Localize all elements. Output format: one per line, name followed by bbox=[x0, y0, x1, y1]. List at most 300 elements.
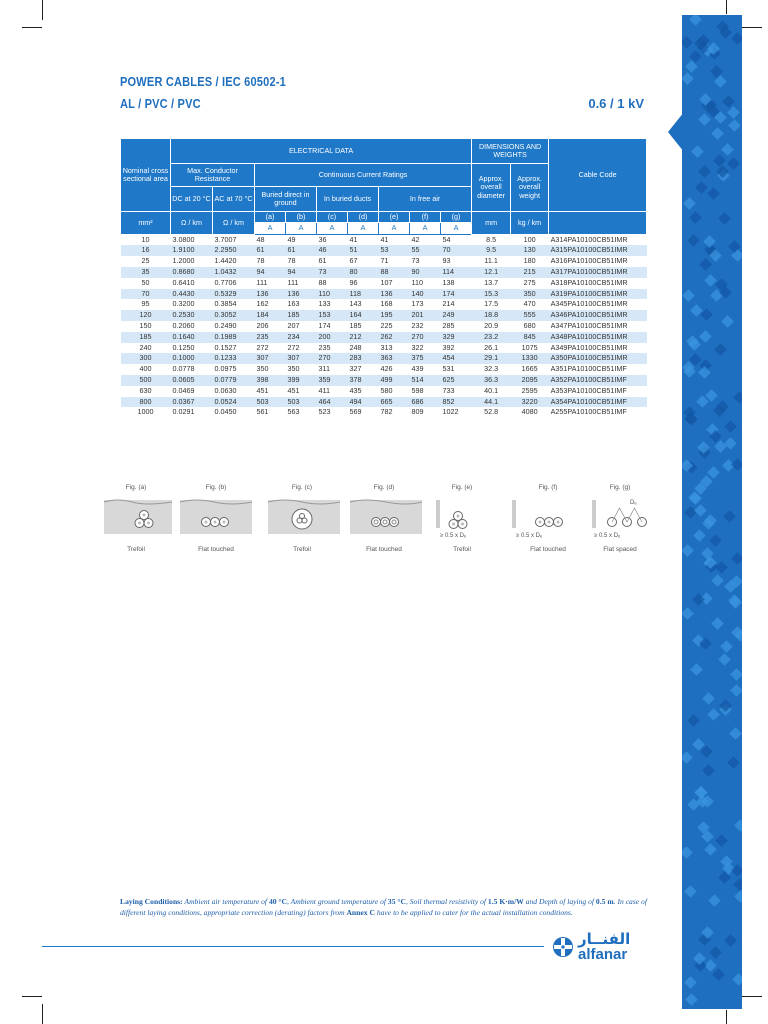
table-cell: 153 bbox=[317, 310, 348, 321]
decorative-tile bbox=[718, 212, 731, 225]
decorative-side-band bbox=[682, 15, 742, 1009]
table-cell: 686 bbox=[410, 397, 441, 408]
table-cell: 0.0524 bbox=[213, 397, 255, 408]
table-cell: 2.2950 bbox=[213, 245, 255, 256]
table-cell: 0.0450 bbox=[214, 407, 237, 417]
table-cell: A353PA10100CB51IMF bbox=[550, 385, 627, 395]
fig-ref-f: (f) bbox=[410, 212, 441, 223]
table-cell: 185 bbox=[349, 320, 362, 330]
decorative-tile bbox=[727, 106, 740, 119]
decorative-tile bbox=[731, 32, 742, 45]
figure-label: Fig. (a) bbox=[125, 484, 147, 491]
table-cell: 411 bbox=[318, 385, 330, 395]
table-cell: 240 bbox=[139, 342, 152, 352]
table-cell: 23.2 bbox=[472, 332, 511, 343]
crop-mark bbox=[726, 1010, 727, 1024]
figure-caption: Trefoil bbox=[453, 546, 471, 553]
table-cell: 272 bbox=[256, 342, 269, 352]
table-cell: 136 bbox=[255, 289, 286, 300]
decorative-tile bbox=[698, 165, 711, 178]
figure-g bbox=[582, 480, 658, 560]
table-cell: 110 bbox=[317, 289, 348, 300]
table-cell: 133 bbox=[318, 299, 331, 309]
decorative-tile bbox=[682, 72, 694, 85]
table-cell: 1.9100 bbox=[171, 245, 213, 256]
table-cell: 426 bbox=[380, 364, 393, 374]
table-cell: 215 bbox=[511, 267, 549, 278]
decorative-tile bbox=[730, 684, 742, 697]
table-cell: 232 bbox=[411, 320, 424, 330]
header-current-ratings: Continuous Current Ratings bbox=[255, 164, 472, 187]
figure-caption: Flat touched bbox=[530, 546, 566, 553]
trefoil-buried-diagram bbox=[98, 494, 174, 542]
decorative-tile bbox=[721, 143, 734, 156]
unit-mm: mm bbox=[472, 212, 511, 235]
table-cell: A316PA10100CB51IMR bbox=[550, 256, 628, 266]
table-row bbox=[121, 321, 647, 332]
table-cell: 214 bbox=[442, 299, 455, 309]
note-text: have to be applied to cater for the actual installation conditions. bbox=[374, 908, 573, 917]
table-cell: 55 bbox=[410, 245, 441, 256]
table-cell: 88 bbox=[318, 277, 327, 287]
voltage-rating: 0.6 / 1 kV bbox=[588, 96, 644, 111]
table-cell: 140 bbox=[410, 289, 441, 300]
table-cell: 71 bbox=[380, 256, 389, 266]
table-cell: 852 bbox=[441, 397, 472, 408]
header-free-air: In free air bbox=[379, 187, 472, 212]
table-row bbox=[121, 234, 647, 245]
table-cell: 42 bbox=[411, 234, 420, 244]
table-row bbox=[121, 343, 647, 354]
table-cell: 67 bbox=[349, 256, 358, 266]
decorative-tile bbox=[731, 552, 742, 565]
table-cell: 174 bbox=[441, 289, 472, 300]
table-cell: 0.0778 bbox=[172, 364, 195, 374]
table-cell: 503 bbox=[255, 397, 286, 408]
brand-name-latin: alfanar bbox=[578, 946, 628, 963]
table-cell: 70 bbox=[441, 245, 472, 256]
header-buried-ducts: In buried ducts bbox=[317, 187, 379, 212]
crop-mark bbox=[22, 27, 42, 28]
table-cell: 0.0367 bbox=[171, 397, 213, 408]
decorative-tile bbox=[721, 315, 734, 328]
table-cell: A346PA10100CB51IMR bbox=[549, 310, 647, 321]
decorative-tile bbox=[728, 119, 741, 132]
table-cell: 311 bbox=[318, 364, 330, 374]
table-cell: 0.6410 bbox=[172, 277, 195, 287]
table-cell: 1665 bbox=[521, 364, 538, 374]
fig-ref-g: (g) bbox=[441, 212, 472, 223]
unit-area: mm² bbox=[121, 212, 171, 235]
table-cell: 25 bbox=[141, 256, 150, 266]
laying-conditions-note bbox=[120, 896, 648, 918]
decorative-tile bbox=[724, 437, 737, 450]
table-cell: 800 bbox=[121, 397, 171, 408]
table-cell: 499 bbox=[379, 375, 410, 386]
table-cell: 54 bbox=[442, 234, 451, 244]
table-cell: 350 bbox=[511, 289, 549, 300]
table-cell: A314PA10100CB51IMR bbox=[550, 234, 628, 244]
table-cell: 73 bbox=[317, 267, 348, 278]
table-row bbox=[121, 278, 647, 289]
decorative-tile bbox=[729, 727, 742, 740]
table-cell: 163 bbox=[287, 299, 300, 309]
crop-mark bbox=[42, 0, 43, 20]
table-cell: 50 bbox=[141, 277, 150, 287]
unit-ohm-ac: Ω / km bbox=[213, 212, 255, 235]
table-cell: 598 bbox=[411, 385, 424, 395]
table-cell: 327 bbox=[349, 364, 362, 374]
table-cell: 180 bbox=[523, 256, 536, 266]
table-cell: 248 bbox=[349, 342, 362, 352]
table-cell: 1.2000 bbox=[172, 256, 195, 266]
table-row bbox=[121, 299, 647, 310]
decorative-tile bbox=[693, 529, 706, 542]
table-cell: 11.1 bbox=[484, 256, 498, 266]
fig-ref-c: (c) bbox=[317, 212, 348, 223]
table-cell: 809 bbox=[411, 407, 424, 417]
cable-spec-table bbox=[120, 138, 647, 418]
table-cell: 0.2060 bbox=[172, 320, 195, 330]
header-dimensions: DIMENSIONS AND WEIGHTS bbox=[472, 139, 549, 164]
figure-label: Fig. (g) bbox=[609, 484, 631, 491]
decorative-tile bbox=[704, 843, 717, 856]
table-cell: 53 bbox=[379, 245, 410, 256]
table-cell: 118 bbox=[348, 289, 379, 300]
header-electrical: ELECTRICAL DATA bbox=[171, 139, 472, 164]
table-cell: A349PA10100CB51IMR bbox=[550, 342, 628, 352]
table-cell: 48 bbox=[256, 234, 265, 244]
fig-ref-a: (a) bbox=[255, 212, 286, 223]
table-cell: 0.5329 bbox=[213, 289, 255, 300]
table-row bbox=[121, 364, 647, 375]
table-row bbox=[121, 397, 647, 408]
table-cell: 1.0432 bbox=[213, 267, 255, 278]
unit-amp: A bbox=[255, 223, 286, 234]
table-cell: 464 bbox=[317, 397, 348, 408]
table-cell: 561 bbox=[256, 407, 269, 417]
table-cell: 18.8 bbox=[472, 310, 511, 321]
flat-air-diagram bbox=[510, 494, 586, 542]
note-text: and Depth of laying of bbox=[523, 897, 596, 906]
table-cell: 184 bbox=[255, 310, 286, 321]
table-cell: 95 bbox=[141, 299, 150, 309]
figure-a bbox=[98, 480, 174, 560]
table-cell: 40.1 bbox=[484, 385, 499, 395]
table-cell: A319PA10100CB51IMR bbox=[549, 289, 647, 300]
spacing-label: ≥ 0.5 x Dₑ bbox=[440, 533, 467, 539]
table-row bbox=[121, 386, 647, 397]
decorative-tile bbox=[731, 458, 742, 471]
decorative-tile bbox=[707, 187, 720, 200]
figure-e bbox=[424, 480, 500, 560]
table-cell: 375 bbox=[410, 353, 441, 364]
table-row bbox=[121, 407, 647, 418]
table-cell: 36 bbox=[318, 234, 327, 244]
table-cell: 300 bbox=[121, 353, 171, 364]
table-cell: 20.9 bbox=[484, 320, 499, 330]
table-row bbox=[121, 256, 647, 267]
table-cell: 665 bbox=[379, 397, 410, 408]
table-cell: 350 bbox=[287, 364, 300, 374]
decorative-tile bbox=[715, 561, 728, 574]
decorative-tile bbox=[682, 846, 693, 859]
table-cell: 0.2530 bbox=[171, 310, 213, 321]
trefoil-air-diagram bbox=[424, 494, 500, 542]
decorative-tile bbox=[699, 330, 712, 343]
note-text: Ambient air temperature of bbox=[182, 897, 269, 906]
table-cell: 73 bbox=[411, 256, 420, 266]
decorative-tile bbox=[707, 708, 720, 721]
table-cell: 16 bbox=[121, 245, 171, 256]
table-cell: 3220 bbox=[511, 397, 549, 408]
table-cell: 0.0975 bbox=[214, 364, 237, 374]
decorative-tile bbox=[727, 157, 740, 170]
figure-d bbox=[346, 480, 422, 560]
table-cell: 94 bbox=[255, 267, 286, 278]
table-cell: 569 bbox=[349, 407, 362, 417]
table-cell: 41 bbox=[380, 234, 389, 244]
table-cell: 51 bbox=[348, 245, 379, 256]
table-cell: 136 bbox=[286, 289, 317, 300]
table-cell: 143 bbox=[349, 299, 362, 309]
table-cell: 212 bbox=[348, 332, 379, 343]
table-cell: 78 bbox=[287, 256, 296, 266]
table-cell: A348PA10100CB51IMR bbox=[549, 332, 647, 343]
table-cell: 1022 bbox=[442, 407, 459, 417]
unit-amp: A bbox=[379, 223, 410, 234]
table-cell: A317PA10100CB51IMR bbox=[549, 267, 647, 278]
table-cell: 313 bbox=[380, 342, 393, 352]
figure-b bbox=[178, 480, 254, 560]
spacing-label: ≥ 0.5 x Dₑ bbox=[516, 533, 543, 539]
unit-amp: A bbox=[348, 223, 379, 234]
installation-figures bbox=[98, 480, 658, 560]
table-cell: 307 bbox=[286, 353, 317, 364]
table-cell: 44.1 bbox=[472, 397, 511, 408]
table-cell: 555 bbox=[511, 310, 549, 321]
table-cell: 17.5 bbox=[484, 299, 499, 309]
table-cell: 111 bbox=[256, 277, 268, 287]
table-cell: 625 bbox=[441, 375, 472, 386]
table-cell: 0.2490 bbox=[214, 320, 237, 330]
table-cell: 138 bbox=[442, 277, 455, 287]
table-cell: A347PA10100CB51IMR bbox=[550, 320, 628, 330]
table-cell: 400 bbox=[139, 364, 152, 374]
unit-amp: A bbox=[317, 223, 348, 234]
table-cell: 0.0779 bbox=[213, 375, 255, 386]
table-cell: 61 bbox=[318, 256, 327, 266]
table-cell: 15.3 bbox=[472, 289, 511, 300]
unit-amp: A bbox=[286, 223, 317, 234]
crop-mark bbox=[42, 1004, 43, 1024]
flat-duct-diagram bbox=[346, 494, 422, 542]
figure-label: Fig. (b) bbox=[205, 484, 227, 491]
decorative-tile bbox=[733, 391, 742, 404]
table-cell: 185 bbox=[286, 310, 317, 321]
table-cell: 110 bbox=[411, 277, 423, 287]
table-cell: 96 bbox=[349, 277, 358, 287]
table-cell: A318PA10100CB51IMR bbox=[550, 277, 628, 287]
table-cell: 359 bbox=[317, 375, 348, 386]
table-cell: 0.3200 bbox=[172, 299, 195, 309]
figure-label: Fig. (e) bbox=[451, 484, 473, 491]
table-cell: 531 bbox=[442, 364, 455, 374]
decorative-tile bbox=[691, 145, 704, 158]
decorative-tile bbox=[689, 211, 702, 224]
decorative-tile bbox=[684, 976, 697, 989]
header-weight: Approx. overall weight bbox=[511, 164, 549, 212]
decorative-tile bbox=[711, 574, 724, 587]
decorative-tile bbox=[711, 127, 724, 140]
table-cell: 630 bbox=[139, 385, 152, 395]
brand-name-arabic: الفنــار bbox=[578, 930, 631, 948]
table-cell: 80 bbox=[348, 267, 379, 278]
figure-caption: Trefoil bbox=[293, 546, 311, 553]
footer-rule bbox=[42, 946, 544, 947]
brand-emblem-icon bbox=[552, 936, 574, 958]
table-cell: 90 bbox=[410, 267, 441, 278]
decorative-tile bbox=[712, 968, 725, 981]
decorative-tile bbox=[713, 154, 726, 167]
decorative-tile bbox=[684, 885, 697, 898]
table-cell: 1.4420 bbox=[214, 256, 237, 266]
side-band-notch bbox=[668, 112, 684, 152]
table-cell: A345PA10100CB51IMR bbox=[550, 299, 628, 309]
figure-caption: Flat touched bbox=[198, 546, 234, 553]
header-ac: AC at 70 °C bbox=[213, 187, 255, 212]
table-cell: 88 bbox=[379, 267, 410, 278]
unit-kg: kg / km bbox=[511, 212, 549, 235]
figure-caption: Flat spaced bbox=[603, 546, 637, 553]
decorative-tile bbox=[724, 420, 737, 433]
note-text: . In case of different laying conditions, appropriate correction (derating) factors from bbox=[120, 897, 647, 917]
table-cell: 225 bbox=[380, 320, 393, 330]
header-max-resistance: Max. Conductor Resistance bbox=[171, 164, 255, 187]
decorative-tile bbox=[709, 946, 722, 959]
table-row bbox=[121, 375, 647, 386]
table-cell: 207 bbox=[287, 320, 300, 330]
table-cell: 4080 bbox=[521, 407, 538, 417]
brand-logo bbox=[552, 930, 664, 964]
table-cell: 378 bbox=[348, 375, 379, 386]
diameter-label: Dₑ bbox=[630, 500, 637, 506]
table-cell: 262 bbox=[379, 332, 410, 343]
table-cell: 322 bbox=[411, 342, 424, 352]
table-row bbox=[121, 267, 647, 278]
table-cell: 107 bbox=[380, 277, 393, 287]
table-cell: 234 bbox=[286, 332, 317, 343]
table-row bbox=[121, 245, 647, 256]
table-cell: 0.0605 bbox=[171, 375, 213, 386]
header-dc: DC at 20 °C bbox=[171, 187, 213, 212]
table-cell: 1330 bbox=[511, 353, 549, 364]
table-cell: 451 bbox=[287, 385, 300, 395]
table-cell: 150 bbox=[139, 320, 152, 330]
table-cell: 283 bbox=[348, 353, 379, 364]
table-cell: 680 bbox=[523, 320, 536, 330]
table-row bbox=[121, 332, 647, 343]
table-cell: 249 bbox=[441, 310, 472, 321]
table-cell: 3.7007 bbox=[214, 234, 237, 244]
flat-buried-diagram bbox=[178, 494, 254, 542]
header-area: Nominal cross sectional area bbox=[121, 139, 171, 212]
table-cell: 270 bbox=[317, 353, 348, 364]
table-cell: 329 bbox=[441, 332, 472, 343]
table-cell: 782 bbox=[380, 407, 393, 417]
table-cell: A350PA10100CB51IMR bbox=[549, 353, 647, 364]
decorative-tile bbox=[709, 534, 722, 547]
figure-label: Fig. (d) bbox=[373, 484, 395, 491]
table-cell: A352PA10100CB51IMF bbox=[549, 375, 647, 386]
table-cell: 500 bbox=[121, 375, 171, 386]
note-label: Laying Conditions: bbox=[120, 897, 183, 906]
table-cell: 451 bbox=[256, 385, 269, 395]
table-cell: 195 bbox=[379, 310, 410, 321]
figure-caption: Trefoil bbox=[127, 546, 145, 553]
table-cell: 0.1000 bbox=[171, 353, 213, 364]
table-cell: 270 bbox=[410, 332, 441, 343]
figure-caption: Flat touched bbox=[366, 546, 402, 553]
table-cell: 12.1 bbox=[472, 267, 511, 278]
table-cell: 29.1 bbox=[472, 353, 511, 364]
table-cell: 0.1527 bbox=[214, 342, 237, 352]
table-cell: 0.1640 bbox=[171, 332, 213, 343]
table-cell: 164 bbox=[348, 310, 379, 321]
table-cell: 26.1 bbox=[484, 342, 499, 352]
note-value: 40 °C bbox=[268, 897, 287, 906]
figure-c bbox=[264, 480, 340, 560]
table-cell: 1000 bbox=[137, 407, 154, 417]
decorative-tile bbox=[683, 197, 696, 210]
flat-spaced-air-diagram bbox=[582, 494, 658, 542]
crop-mark bbox=[726, 0, 727, 14]
header-buried-direct: Buried direct in ground bbox=[255, 187, 317, 212]
decorative-tile bbox=[732, 973, 742, 986]
table-cell: 307 bbox=[255, 353, 286, 364]
table-cell: 0.8680 bbox=[171, 267, 213, 278]
unit-code-blank bbox=[549, 212, 647, 235]
table-cell: 201 bbox=[410, 310, 441, 321]
header-cable-code: Cable Code bbox=[549, 139, 647, 212]
table-cell: 8.5 bbox=[486, 234, 497, 244]
decorative-tile bbox=[730, 668, 742, 681]
page-subtitle: AL / PVC / PVC bbox=[120, 96, 201, 111]
decorative-tile bbox=[718, 653, 731, 666]
crop-mark bbox=[22, 996, 42, 997]
table-cell: 10 bbox=[141, 234, 150, 244]
table-cell: 130 bbox=[511, 245, 549, 256]
table-cell: 580 bbox=[380, 385, 393, 395]
decorative-tile bbox=[682, 544, 694, 557]
table-cell: 114 bbox=[441, 267, 472, 278]
table-cell: 363 bbox=[379, 353, 410, 364]
table-cell: 206 bbox=[256, 320, 269, 330]
table-cell: 470 bbox=[523, 299, 536, 309]
table-cell: 399 bbox=[286, 375, 317, 386]
table-cell: 733 bbox=[442, 385, 455, 395]
table-cell: 94 bbox=[286, 267, 317, 278]
table-cell: 200 bbox=[317, 332, 348, 343]
decorative-tile bbox=[690, 663, 703, 676]
table-cell: 454 bbox=[441, 353, 472, 364]
table-cell: 398 bbox=[255, 375, 286, 386]
table-row bbox=[121, 310, 647, 321]
figure-label: Fig. (c) bbox=[291, 484, 313, 491]
decorative-tile bbox=[695, 181, 708, 194]
table-cell: 285 bbox=[442, 320, 455, 330]
note-value: 0.5 m bbox=[595, 897, 614, 906]
